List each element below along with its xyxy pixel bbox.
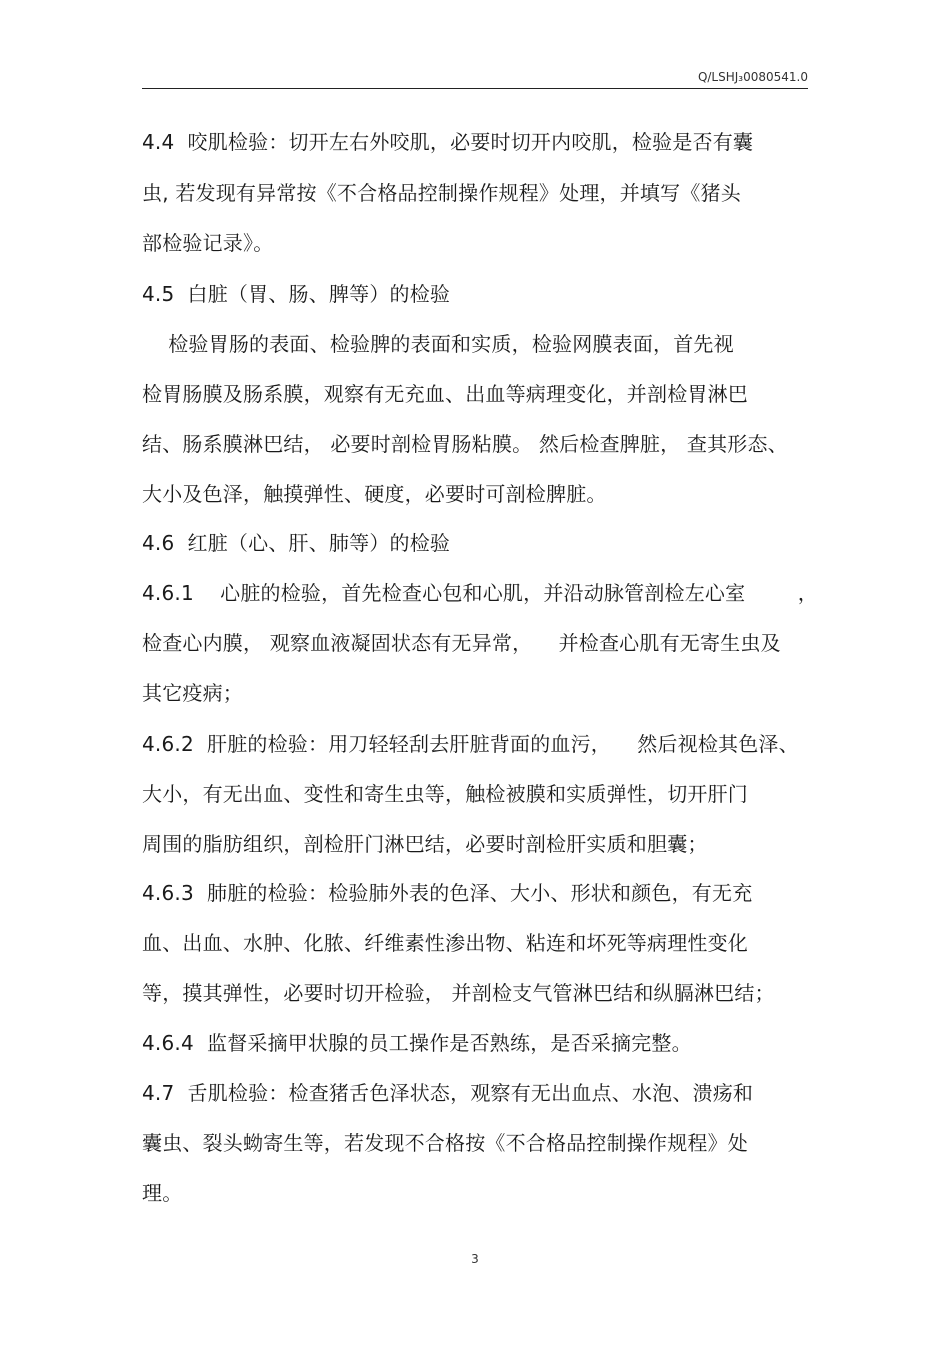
section-heading: 4.6 红脏（心、肝、肺等）的检验	[142, 531, 451, 555]
text-line: 4.4 咬肌检验：切开左右外咬肌，必要时切开内咬肌，检验是否有囊	[142, 130, 754, 154]
text-line: 血、出血、水肿、化脓、纤维素性渗出物、粘连和坏死等病理性变化	[142, 931, 748, 955]
text-line: 4.6.1 心脏的检验，首先检查心包和心肌，并沿动脉管剖检左心室 ，	[142, 581, 818, 605]
text-line: 大小及色泽，触摸弹性、硬度，必要时可剖检脾脏。	[142, 482, 607, 506]
text-line: 理。	[142, 1181, 183, 1205]
text-line: 4.7 舌肌检验：检查猪舌色泽状态，观察有无出血点、水泡、溃疡和	[142, 1081, 754, 1105]
text-line: 检验胃肠的表面、检验脾的表面和实质，检验网膜表面，首先视	[142, 332, 734, 356]
text-line: 部检验记录》。	[142, 231, 274, 255]
text-line: 其它疫病；	[142, 681, 243, 705]
text-line: 检胃肠膜及肠系膜，观察有无充血、出血等病理变化，并剖检胃淋巴	[142, 382, 748, 406]
text-line: 虫, 若发现有异常按《不合格品控制操作规程》处理，并填写《猪头	[142, 181, 741, 205]
section-heading: 4.5 白脏（胃、肠、脾等）的检验	[142, 282, 451, 306]
text-line: 等，摸其弹性，必要时切开检验， 并剖检支气管淋巴结和纵膈淋巴结；	[142, 981, 775, 1005]
text-line: 囊虫、裂头蚴寄生等，若发现不合格按《不合格品控制操作规程》处	[142, 1131, 748, 1155]
text-line: 周围的脂肪组织，剖检肝门淋巴结，必要时剖检肝实质和胆囊；	[142, 832, 708, 856]
text-line: 4.6.4 监督采摘甲状腺的员工操作是否熟练，是否采摘完整。	[142, 1031, 692, 1055]
text-line: 4.6.2 肝脏的检验：用刀轻轻刮去肝脏背面的血污， 然后视检其色泽、	[142, 732, 799, 756]
text-line: 检查心内膜， 观察血液凝固状态有无异常， 并检查心肌有无寄生虫及	[142, 631, 781, 655]
text-line: 大小，有无出血、变性和寄生虫等，触检被膜和实质弹性，切开肝门	[142, 782, 748, 806]
page-number: 3	[471, 1252, 479, 1266]
text-line: 4.6.3 肺脏的检验：检验肺外表的色泽、大小、形状和颜色，有无充	[142, 881, 753, 905]
header-divider	[142, 88, 808, 89]
text-line: 结、肠系膜淋巴结， 必要时剖检胃肠粘膜。 然后检查脾脏， 查其形态、	[142, 432, 788, 456]
document-code: Q/LSHJ₃0080541.0	[697, 70, 808, 84]
